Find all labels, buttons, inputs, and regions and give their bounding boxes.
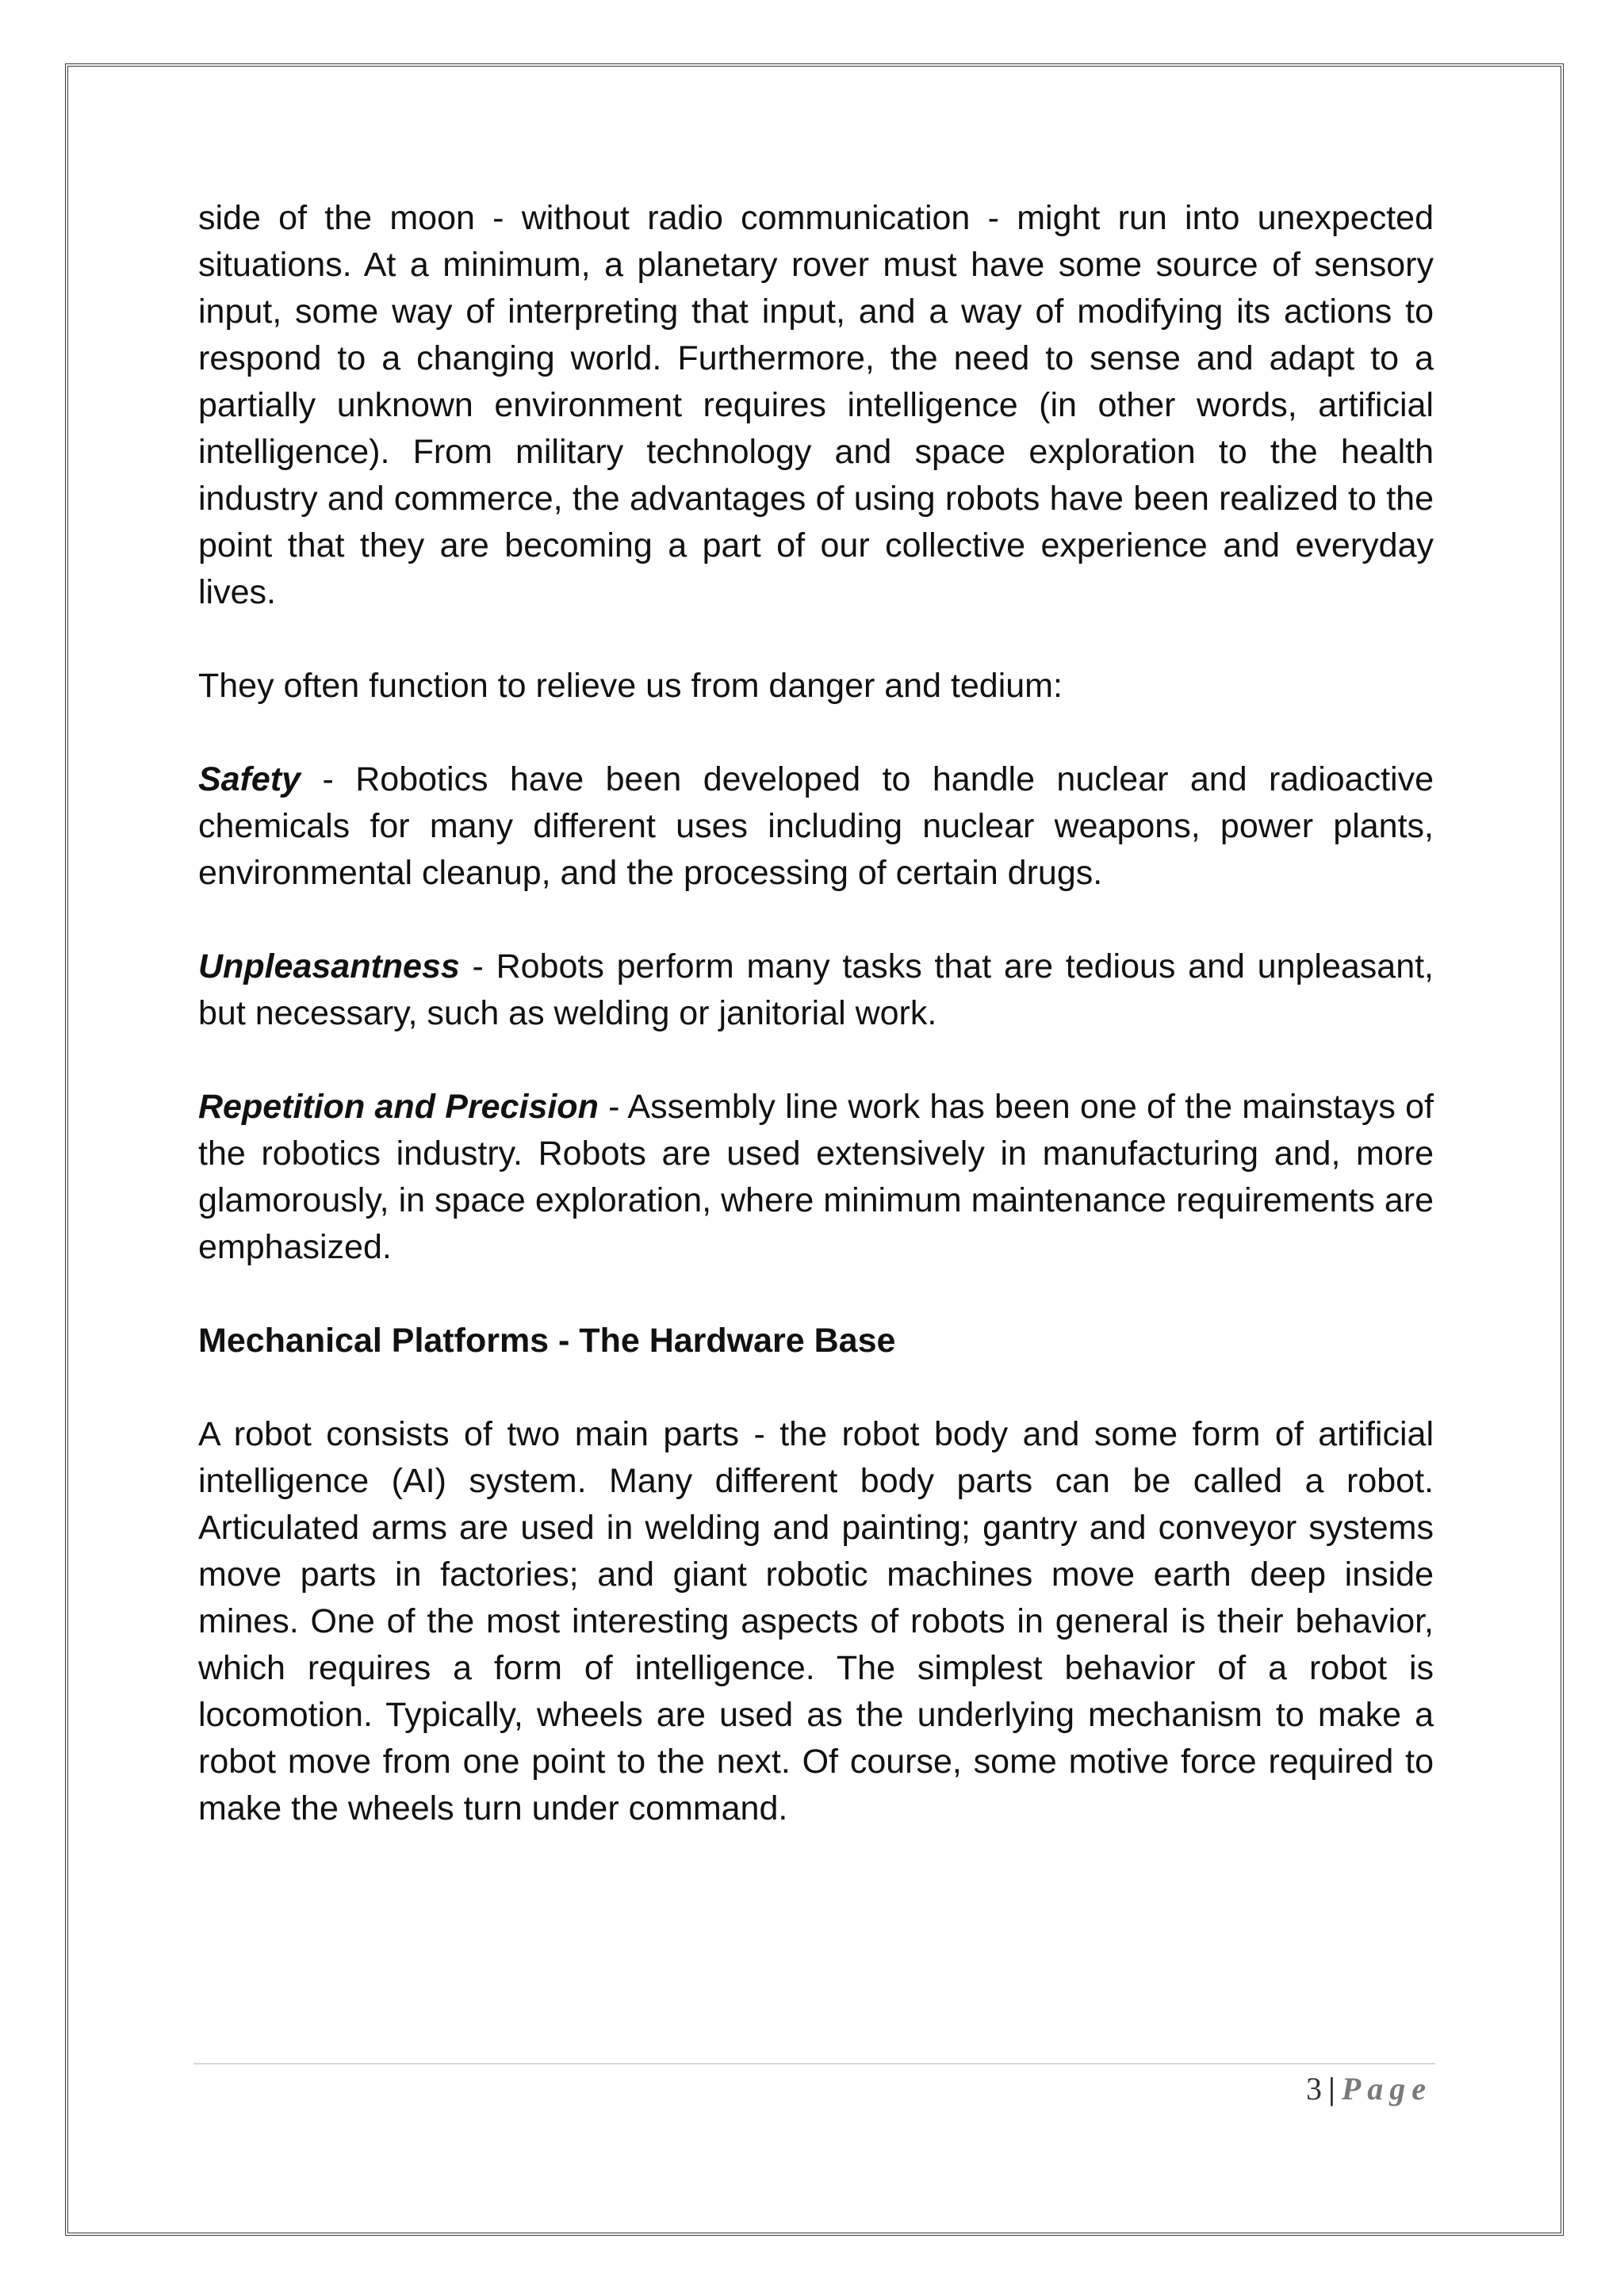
item-unpleasantness: [198, 943, 1434, 1037]
item-text: - Robots perform many tasks that are tedious and unpleasant, but necessary, such as welding or janitorial work.: [198, 947, 1434, 1032]
section-heading: Mechanical Platforms - The Hardware Base: [198, 1322, 896, 1360]
lead-in-paragraph: They often function to relieve us from danger and tedium:: [198, 667, 1063, 705]
footer-divider: [193, 2063, 1435, 2064]
item-text: - Robotics have been developed to handle nuclear and radioactive chemicals for many different uses including nuclear weapons, power plants, environmental cleanup, and the processing of certain drugs.: [198, 760, 1434, 892]
page-label: Page: [1341, 2071, 1432, 2107]
item-repetition-precision: [198, 1084, 1434, 1271]
page-footer: [1306, 2069, 1432, 2109]
item-safety: [198, 756, 1434, 897]
item-text: - Assembly line work has been one of the mainstays of the robotics industry. Robots are used extensively in manufacturing and, more glamorously, in space exploration, where minimum maintenance requirements are emphasized.: [198, 1088, 1434, 1266]
intro-paragraph: side of the moon - without radio communication - might run into unexpected situations. At a minimum, a planetary rover must have some source of sensory input, some way of interpreting that input, and a way of modifying its actions to respond to a changing world. Furthermore, the need to sense and adapt to a partially unknown environment requires intelligence (in other words, artificial intelligence). From military technology and space exploration to the health industry and commerce, the advantages of using robots have been realized to the point that they are becoming a part of our collective experience and everyday lives.: [198, 199, 1434, 611]
item-term: Unpleasantness: [198, 947, 460, 985]
item-term: Safety: [198, 760, 301, 798]
footer-separator: |: [1328, 2071, 1335, 2107]
section-paragraph: A robot consists of two main parts - the robot body and some form of artificial intelligence (AI) system. Many different body parts can be called a robot. Articulated arms are used in welding and painting; gantry and conveyor systems move parts in factories; and giant robotic machines move earth deep inside mines. One of the most interesting aspects of robots in general is their behavior, which requires a form of intelligence. The simplest behavior of a robot is locomotion. Typically, wheels are used as the underlying mechanism to make a robot move from one point to the next. Of course, some motive force required to make the wheels turn under command.: [198, 1415, 1434, 1827]
document-body: [198, 195, 1434, 1832]
page-number: 3: [1306, 2071, 1322, 2107]
item-term: Repetition and Precision: [198, 1088, 599, 1126]
